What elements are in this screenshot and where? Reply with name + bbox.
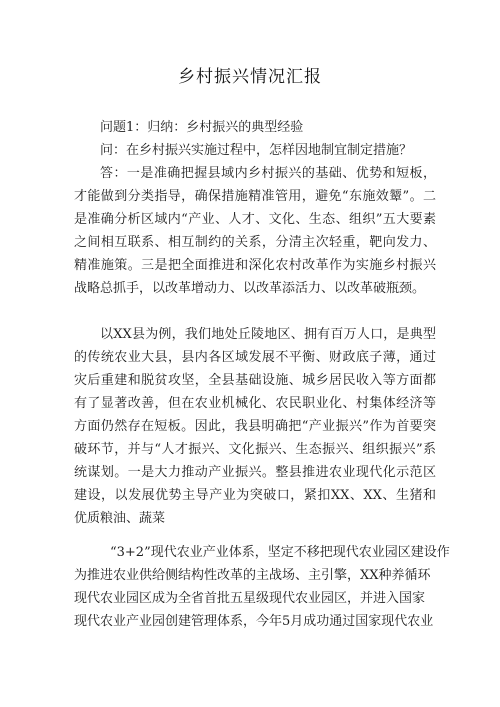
question-text: 问：在乡村振兴实施过程中，怎样因地制宜制定措施？ [100, 143, 413, 158]
continuation-line: 为推进农业供给侧结构性改革的主战场、主引擎，XX种养循环 [74, 568, 431, 583]
answer-paragraph: 答：一是准确把握县域内乡村振兴的基础、优势和短板，才能做到分类指导，确保措施精准管用，避免“东施效颦”。二是准确分析区域内“产业、人才、文化、生态、组织”五大要素之间相互联系、相互制约的关系，分清主次轻重，靶向发力、精准施策。三是把全面推进和深化农村改革作为实施乡村振兴战略总抓手，以改革增动力、以改革添活力、以改革破瓶颈。 [74, 166, 436, 296]
continuation-line: 现代农业产业园创建管理体系，今年5月成功通过国家现代农业 [74, 614, 434, 629]
continuation-block [74, 541, 450, 633]
question-heading: 问题1：归纳：乡村振兴的典型经验 [100, 120, 304, 135]
document-title: 乡村振兴情况汇报 [178, 67, 322, 87]
continuation-line: 现代农业园区成为全省首批五星级现代农业园区，并进入国家 [74, 591, 426, 606]
example-paragraph: 以XX县为例，我们地处丘陵地区、拥有百万人口，是典型的传统农业大县，县内各区域发展不平衡、财政底子薄，通过灾后重建和脱贫攻坚，全县基础设施、城乡居民收入等方面都有了显著改善，但在农业机械化、农民职业化、村集体经济等方面仍然存在短板。因此，我县明确把“产业振兴”作为首要突破环节，并与“人才振兴、文化振兴、生态振兴、组织振兴”系统谋划。一是大力推动产业振兴。整县推进农业现代化示范区建设，以发展优势主导产业为突破口，紧扣XX、XX、生猪和优质粮油、蔬菜 [74, 327, 436, 526]
continuation-line: “3+2”现代农业产业体系，坚定不移把现代农业园区建设作 [110, 545, 450, 560]
